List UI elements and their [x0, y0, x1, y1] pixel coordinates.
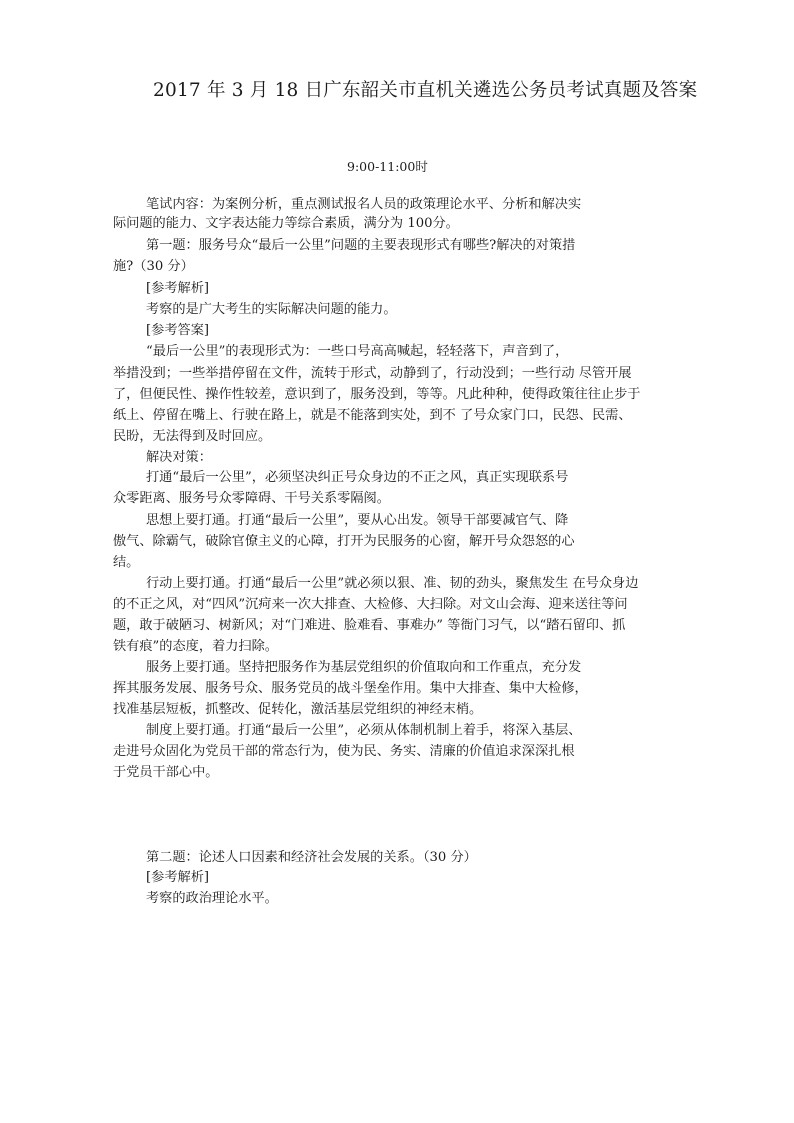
body-line: 考察的政治理论水平。 — [146, 891, 278, 906]
body-line: 考察的是广大考生的实际解决问题的能力。 — [146, 302, 397, 317]
body-line: 挥其服务发展、服务号众、服务党员的战斗堡垒作用。集中大排查、集中大检修， — [113, 681, 588, 696]
section-label: 解决对策： — [146, 450, 212, 465]
section-label: [参考解析] — [146, 281, 210, 296]
body-line: 制度上要打通。打通“最后一公里”，必须从体制机制上着手，将深入基层、 — [146, 723, 582, 738]
body-line: 于党员干部心中。 — [113, 765, 219, 780]
body-line: 傲气、除霸气，破除官僚主义的心障，打开为民服务的心窗，解开号众怨怒的心 — [113, 534, 575, 549]
body-line: 举措没到；一些举措停留在文件，流转于形式，动静到了，行动没到；一些行动 尽管开展 — [113, 366, 632, 381]
body-line: 了，但便民性、操作性较差，意识到了，服务没到，等等。凡此种种，使得政策往往止步于 — [113, 387, 641, 402]
body-line: 铁有痕”的态度，着力扫除。 — [113, 639, 278, 654]
body-line: 打通“最后一公里”，必须坚决纠正号众身边的不正之风，真正实现联系号 — [146, 470, 569, 485]
section-label: [参考解析] — [146, 870, 210, 885]
body-line: 题，敢于破陋习、树新风；对“门难进、脸难看、事难办” 等衙门习气，以“踏石留印、抓 — [113, 618, 626, 633]
body-line: 找准基层短板，抓整改、促转化，激活基层党组织的神经末梢。 — [113, 702, 483, 717]
body-line: 的不正之风，对“四风”沉疴来一次大排查、大检修、大扫除。对文山会海、迎来送往等问 — [113, 597, 628, 612]
question-1: 第一题：服务号众“最后一公里”问题的主要表现形式有哪些?解决的对策措 — [146, 238, 576, 253]
body-line: 思想上要打通。打通“最后一公里”，要从心出发。领导干部要减官气、降 — [146, 513, 569, 528]
body-line: 服务上要打通。坚持把服务作为基层党组织的价值取向和工作重点，充分发 — [146, 660, 582, 675]
question-2: 第二题：论述人口因素和经济社会发展的关系。（30 分） — [146, 850, 477, 865]
section-label: [参考答案] — [146, 323, 210, 338]
page-title: 2017 年 3 月 18 日广东韶关市直机关遴选公务员考试真题及答案 — [153, 80, 698, 101]
exam-time: 9:00-11:00时 — [347, 159, 428, 174]
body-line: 纸上、停留在嘴上、行驶在路上，就是不能落到实处，到不 了号众家门口，民怨、民需、 — [113, 408, 632, 423]
body-line: 施?（30 分） — [113, 259, 194, 274]
body-line: 走进号众固化为党员干部的常态行为，使为民、务实、清廉的价值追求深深扎根 — [113, 744, 575, 759]
body-line: 行动上要打通。打通“最后一公里”就必须以狠、准、韧的劲头，聚焦发生 在号众身边 — [146, 576, 639, 591]
body-line: 民盼，无法得到及时回应。 — [113, 429, 272, 444]
body-line: 际问题的能力、文字表达能力等综合素质，满分为 100分。 — [113, 216, 459, 231]
body-line: 笔试内容：为案例分析，重点测试报名人员的政策理论水平、分析和解决实 — [146, 197, 582, 212]
body-line: 众零距离、服务号众零障碍、干号关系零隔阂。 — [113, 491, 390, 506]
body-line: “最后一公里”的表现形式为：一些口号高高喊起，轻轻落下，声音到了， — [146, 344, 569, 359]
body-line: 结。 — [113, 555, 140, 570]
